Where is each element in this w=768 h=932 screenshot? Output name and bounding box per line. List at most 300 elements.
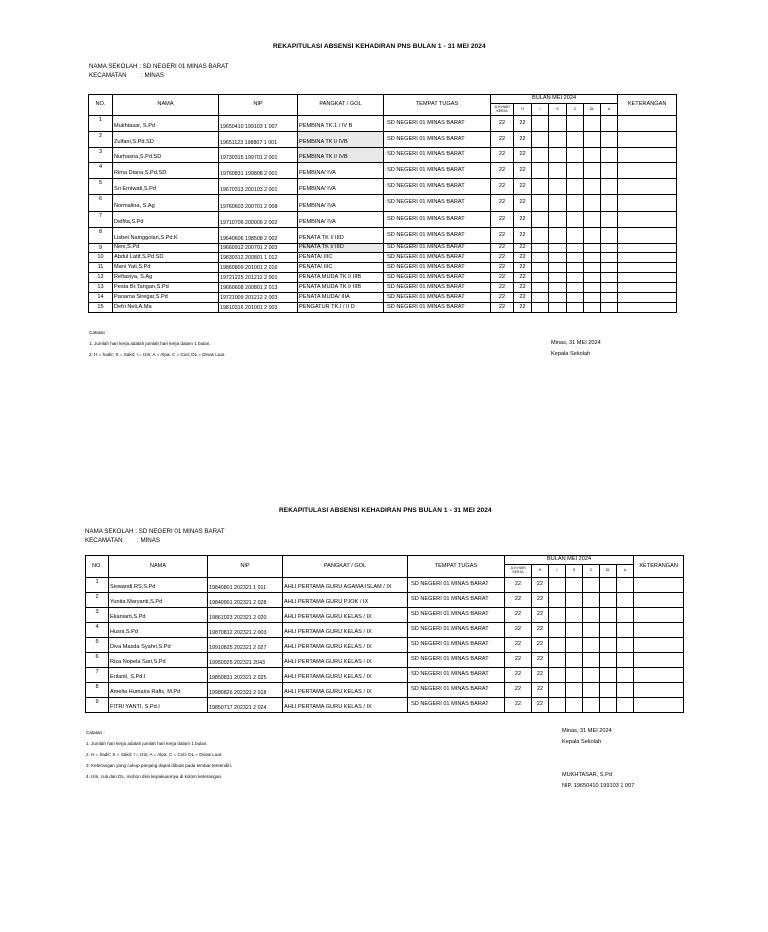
row-izin	[549, 608, 566, 623]
row-nip: 19760831 199808 2 001	[219, 163, 298, 179]
row-sakit	[549, 283, 567, 293]
row-no: 6	[89, 195, 113, 212]
row-no: 2	[86, 593, 109, 608]
row-nama: Siswandi.RS,S.Pd	[109, 578, 208, 593]
row-jml-hari: 22	[505, 608, 532, 623]
row-nip: 19810316 201001 2 003	[219, 303, 298, 313]
header-keterangan: KETERANGAN	[634, 556, 684, 578]
header-pangkat: PANGKAT / GOL	[298, 95, 384, 116]
table-body	[86, 578, 684, 713]
notes-heading: Catatan :	[89, 330, 108, 335]
school-name: NAMA SEKOLAH : SD NEGERI 01 MINAS BARAT	[85, 528, 225, 535]
place-date: Minas, 31 MEI 2024	[562, 728, 612, 734]
table-row	[89, 116, 677, 132]
row-izin	[549, 638, 566, 653]
table-row	[89, 244, 677, 253]
row-alpa	[617, 578, 634, 593]
row-nip: 19710706 200009 2 002	[219, 212, 298, 228]
row-hadir: 22	[514, 244, 532, 253]
row-nama: Pesta Br.Tarigan,S.Pd	[113, 283, 219, 293]
table-row	[89, 148, 677, 163]
row-dl	[584, 163, 601, 179]
row-hadir: 22	[514, 228, 532, 244]
row-alpa	[601, 132, 618, 148]
header-nip: NIP	[208, 556, 283, 578]
row-no: 13	[89, 283, 113, 293]
row-alpa	[601, 148, 618, 163]
row-cuti	[567, 212, 584, 228]
row-cuti	[583, 608, 600, 623]
row-hadir: 22	[514, 263, 532, 273]
row-cuti	[583, 668, 600, 683]
row-cuti	[567, 273, 584, 283]
row-cuti	[583, 653, 600, 668]
note-item: 4. Izin, cuti dan DL, mohon diisi kepakuannya di kolom keterangan.	[86, 774, 223, 779]
row-alpa	[617, 683, 634, 698]
row-tempat: SD NEGERI 01 MINAS BARAT	[384, 195, 491, 212]
table-row	[86, 683, 684, 698]
notes-block	[89, 327, 225, 360]
row-cuti	[567, 253, 584, 263]
school-name: NAMA SEKOLAH : SD NEGERI 01 MINAS BARAT	[89, 63, 229, 70]
row-dl	[584, 148, 601, 163]
table-row	[89, 228, 677, 244]
signer-nip: NIP. 19650410 199103 1 007	[562, 783, 635, 789]
row-nip: 19840901 202321 2 028	[208, 593, 283, 608]
row-cuti	[567, 244, 584, 253]
row-dl	[584, 228, 601, 244]
row-nip: 19730315 199701 2 001	[219, 148, 298, 163]
table-row	[89, 163, 677, 179]
row-sakit	[566, 623, 583, 638]
row-pangkat: PEMBINA TK I/ IVB	[298, 148, 384, 163]
row-keterangan	[634, 638, 684, 653]
header-row	[86, 556, 684, 565]
row-nip: 19640606 198508 2 002	[219, 228, 298, 244]
header-bulan: BULAN MEI 2024	[505, 556, 634, 565]
row-nama: Lisbet Nainggolan,S.Pd.K	[113, 228, 219, 244]
header-c: C	[583, 565, 600, 578]
row-dl	[584, 253, 601, 263]
row-hadir: 22	[514, 303, 532, 313]
row-hadir: 22	[532, 683, 549, 698]
row-nip: 19980826 202321 2 018	[208, 683, 283, 698]
row-tempat: SD NEGERI 01 MINAS BARAT	[408, 623, 505, 638]
row-nama: Zulfani,S.Pd.SD	[113, 132, 219, 148]
row-jml-hari: 22	[491, 283, 514, 293]
row-hadir: 22	[514, 253, 532, 263]
row-pangkat: PEMBINA TK I/ IVB	[298, 132, 384, 148]
row-jml-hari: 22	[491, 163, 514, 179]
header-a: A	[601, 104, 618, 116]
row-alpa	[601, 293, 618, 303]
row-hadir: 22	[514, 148, 532, 163]
row-hadir: 22	[532, 638, 549, 653]
kecamatan-line	[85, 537, 160, 544]
row-hadir: 22	[514, 179, 532, 195]
row-izin	[549, 698, 566, 713]
row-tempat: SD NEGERI 01 MINAS BARAT	[408, 593, 505, 608]
row-hadir: 22	[532, 668, 549, 683]
row-sakit	[549, 116, 567, 132]
row-nama: Sri Erniwati,S.Pd	[113, 179, 219, 195]
row-pangkat: PENATA TK I/ IIID	[298, 244, 384, 253]
row-dl	[600, 578, 617, 593]
row-izin	[532, 253, 549, 263]
row-keterangan	[618, 253, 677, 263]
header-dl: DL	[584, 104, 601, 116]
row-pangkat: PENATA TK I/ IIID	[298, 228, 384, 244]
row-nip: 19760603 200701 2 008	[219, 195, 298, 212]
place-date: Minas, 31 MEI 2024	[551, 340, 601, 346]
row-keterangan	[618, 293, 677, 303]
row-keterangan	[618, 263, 677, 273]
row-no: 1	[86, 578, 109, 593]
row-keterangan	[618, 132, 677, 148]
table-row	[89, 195, 677, 212]
row-sakit	[549, 132, 567, 148]
header-row	[89, 95, 677, 104]
row-cuti	[567, 263, 584, 273]
table-row	[89, 263, 677, 273]
row-pangkat: AHLI PERTAMA GURU KELAS / IX	[283, 638, 408, 653]
table-row	[89, 253, 677, 263]
row-izin	[532, 283, 549, 293]
row-pangkat: PENATA/ IIIC	[298, 253, 384, 263]
row-cuti	[567, 148, 584, 163]
row-nip: 19860809 201001 2 016	[219, 263, 298, 273]
header-jml-hari: JLH HARI KERJA	[491, 104, 514, 116]
row-nama: Nurhasna,S.Pd.SD	[113, 148, 219, 163]
row-jml-hari: 22	[505, 593, 532, 608]
row-tempat: SD NEGERI 01 MINAS BARAT	[408, 668, 505, 683]
row-keterangan	[634, 593, 684, 608]
note-item: 1. Jumlah hari kerja adalah jumlah hari kerja dalam 1 bulan.	[89, 341, 211, 346]
table-row	[86, 638, 684, 653]
row-pangkat: PEMBINA/ IVA	[298, 212, 384, 228]
table-row	[89, 283, 677, 293]
row-pangkat: AHLI PERTAMA GURU KELAS / IX	[283, 698, 408, 713]
table-row	[89, 293, 677, 303]
header-s: S	[566, 565, 583, 578]
row-tempat: SD NEGERI 01 MINAS BARAT	[384, 148, 491, 163]
row-nama: Abdul Latif,S.Pd.SD	[113, 253, 219, 263]
header-tempat: TEMPAT TUGAS	[384, 95, 491, 116]
row-sakit	[549, 273, 567, 283]
row-cuti	[583, 698, 600, 713]
row-cuti	[567, 163, 584, 179]
row-alpa	[601, 253, 618, 263]
table-row	[89, 212, 677, 228]
note-item: 3. Keterangan yang cukup panjang dapat dibuat pada lembar tersendiri.	[86, 763, 233, 768]
sign-role: Kepala Sekolah	[562, 739, 602, 745]
row-jml-hari: 22	[505, 653, 532, 668]
row-izin	[532, 132, 549, 148]
row-jml-hari: 22	[491, 179, 514, 195]
row-pangkat: AHLI PERTAMA GURU KELAS / IX	[283, 683, 408, 698]
row-cuti	[583, 593, 600, 608]
row-keterangan	[634, 578, 684, 593]
row-izin	[549, 623, 566, 638]
row-alpa	[617, 653, 634, 668]
row-alpa	[601, 179, 618, 195]
row-cuti	[567, 303, 584, 313]
row-izin	[532, 228, 549, 244]
row-keterangan	[618, 228, 677, 244]
row-izin	[549, 683, 566, 698]
row-tempat: SD NEGERI 01 MINAS BARAT	[384, 212, 491, 228]
row-nip: 19830312 200801 1 012	[219, 253, 298, 263]
row-dl	[600, 608, 617, 623]
row-izin	[532, 212, 549, 228]
row-tempat: SD NEGERI 01 MINAS BARAT	[384, 179, 491, 195]
table-row	[89, 273, 677, 283]
row-hadir: 22	[532, 593, 549, 608]
row-nama: FITRI YANTI, S.Pd.I	[109, 698, 208, 713]
kecamatan-value: : MINAS	[141, 72, 165, 79]
row-sakit	[549, 228, 567, 244]
row-nip: 19910825 202321 2 027	[208, 638, 283, 653]
row-dl	[584, 263, 601, 273]
row-jml-hari: 22	[491, 212, 514, 228]
row-alpa	[601, 163, 618, 179]
row-pangkat: PENATA/ IIIC	[298, 263, 384, 273]
row-nip: 19840801 202321 1 011	[208, 578, 283, 593]
row-sakit	[566, 608, 583, 623]
row-keterangan	[634, 608, 684, 623]
header-h: H	[532, 565, 549, 578]
row-nama: Mukhtasar, S.Pd	[113, 116, 219, 132]
table-row	[86, 668, 684, 683]
row-sakit	[566, 653, 583, 668]
row-hadir: 22	[514, 212, 532, 228]
row-nip: 19660912 200701 2 003	[219, 244, 298, 253]
header-dl: DL	[600, 565, 617, 578]
row-izin	[532, 303, 549, 313]
table-row	[86, 608, 684, 623]
row-tempat: SD NEGERI 01 MINAS BARAT	[408, 638, 505, 653]
row-jml-hari: 22	[505, 698, 532, 713]
row-hadir: 22	[514, 293, 532, 303]
row-pangkat: AHLI PERTAMA GURU AGAMA ISLAM / IX	[283, 578, 408, 593]
header-no: NO.	[86, 556, 109, 578]
row-no: 14	[89, 293, 113, 303]
row-pangkat: AHLI PERTAMA GURU KELAS / IX	[283, 653, 408, 668]
attendance-table	[85, 555, 684, 713]
report-title: REKAPITULASI ABSENSI KEHADIRAN PNS BULAN 1 - 31 MEI 2024	[273, 43, 486, 50]
row-alpa	[617, 623, 634, 638]
row-no: 2	[89, 132, 113, 148]
row-nama: Amelia Humaira Rafis, M.Pd	[109, 683, 208, 698]
row-tempat: SD NEGERI 01 MINAS BARAT	[408, 608, 505, 623]
header-no: NO.	[89, 95, 113, 116]
row-nama: Neni,S.Pd	[113, 244, 219, 253]
row-izin	[532, 273, 549, 283]
row-hadir: 22	[514, 195, 532, 212]
row-dl	[584, 212, 601, 228]
row-sakit	[566, 578, 583, 593]
note-item: 2. H = hadir; S = Sakit; I = Izin; A = Alpa; C = Cuti; DL = Dinas Luar.	[89, 352, 226, 357]
row-nip: 19651123 198807 1 001	[219, 132, 298, 148]
row-pangkat: AHLI PERTAMA GURU PJOK / IX	[283, 593, 408, 608]
table-row	[86, 593, 684, 608]
row-nip: 19721009 201212 2 003	[219, 293, 298, 303]
row-jml-hari: 22	[491, 273, 514, 283]
row-nama: Husni,S.Pd	[109, 623, 208, 638]
row-keterangan	[618, 244, 677, 253]
row-tempat: SD NEGERI 01 MINAS BARAT	[408, 698, 505, 713]
row-dl	[584, 195, 601, 212]
row-no: 3	[86, 608, 109, 623]
row-jml-hari: 22	[491, 244, 514, 253]
row-pangkat: AHLI PERTAMA GURU KELAS / IX	[283, 623, 408, 638]
row-dl	[584, 116, 601, 132]
row-alpa	[601, 116, 618, 132]
row-nip: 19660608 200801 2 013	[219, 283, 298, 293]
row-pangkat: PEMBINA/ IVA	[298, 163, 384, 179]
row-sakit	[549, 293, 567, 303]
row-izin	[532, 195, 549, 212]
row-tempat: SD NEGERI 01 MINAS BARAT	[384, 273, 491, 283]
row-izin	[532, 244, 549, 253]
row-sakit	[549, 179, 567, 195]
row-jml-hari: 22	[491, 303, 514, 313]
row-izin	[532, 263, 549, 273]
row-sakit	[549, 253, 567, 263]
header-keterangan: KETERANGAN	[618, 95, 677, 116]
row-sakit	[549, 163, 567, 179]
row-keterangan	[634, 653, 684, 668]
row-pangkat: PEMBINA TK.1 / IV B	[298, 116, 384, 132]
row-jml-hari: 22	[505, 578, 532, 593]
kecamatan-line	[89, 72, 164, 79]
row-jml-hari: 22	[491, 116, 514, 132]
row-nama: Riza Nopela Sari,S.Pd	[109, 653, 208, 668]
row-pangkat: AHLI PERTAMA GURU KELAS / IX	[283, 668, 408, 683]
table-row	[89, 179, 677, 195]
row-tempat: SD NEGERI 01 MINAS BARAT	[384, 303, 491, 313]
notes-block	[86, 727, 232, 782]
row-sakit	[566, 638, 583, 653]
row-jml-hari: 22	[505, 668, 532, 683]
signature-block	[551, 338, 601, 360]
row-nama: Rima Diana,S.Pd.SD	[113, 163, 219, 179]
row-pangkat: PENATA MUDA TK I/ IIIB	[298, 273, 384, 283]
row-alpa	[601, 283, 618, 293]
row-cuti	[567, 179, 584, 195]
header-pangkat: PANGKAT / GOL	[283, 556, 408, 578]
row-jml-hari: 22	[491, 195, 514, 212]
row-no: 9	[89, 244, 113, 253]
row-keterangan	[634, 623, 684, 638]
header-s: S	[549, 104, 567, 116]
row-nama: Defri Neli,A.Ma	[113, 303, 219, 313]
row-alpa	[601, 228, 618, 244]
row-tempat: SD NEGERI 01 MINAS BARAT	[384, 116, 491, 132]
note-item: 1. Jumlah hari kerja adalah jumlah hari kerja dalam 1 bulan.	[86, 741, 208, 746]
row-jml-hari: 22	[491, 228, 514, 244]
row-dl	[600, 698, 617, 713]
row-jml-hari: 22	[505, 623, 532, 638]
row-dl	[600, 668, 617, 683]
row-no: 5	[89, 179, 113, 195]
row-nama: Ekaniarti,S.Pd	[109, 608, 208, 623]
row-no: 7	[89, 212, 113, 228]
row-jml-hari: 22	[491, 132, 514, 148]
row-sakit	[566, 593, 583, 608]
row-dl	[584, 303, 601, 313]
signer-block	[562, 770, 634, 792]
sign-role: Kepala Sekolah	[551, 351, 591, 357]
kecamatan-label: KECAMATAN	[85, 537, 123, 544]
row-tempat: SD NEGERI 01 MINAS BARAT	[408, 653, 505, 668]
row-pangkat: PENATA MUDA TK I/ IIIB	[298, 283, 384, 293]
row-hadir: 22	[514, 273, 532, 283]
row-no: 4	[89, 163, 113, 179]
row-sakit	[549, 303, 567, 313]
report-title: REKAPITULASI ABSENSI KEHADIRAN PNS BULAN 1 - 31 MEI 2024	[279, 507, 492, 514]
row-keterangan	[634, 698, 684, 713]
row-hadir: 22	[532, 698, 549, 713]
header-jml-hari: JLH HARI KERJA	[505, 565, 532, 578]
row-alpa	[601, 273, 618, 283]
header-nip: NIP	[219, 95, 298, 116]
row-alpa	[601, 303, 618, 313]
row-tempat: SD NEGERI 01 MINAS BARAT	[384, 228, 491, 244]
row-dl	[584, 293, 601, 303]
row-no: 1	[89, 116, 113, 132]
row-nama: Normalina, S.Ag	[113, 195, 219, 212]
row-hadir: 22	[514, 163, 532, 179]
row-jml-hari: 22	[491, 253, 514, 263]
note-item: 2. H = hadir; S = Sakit; I = Izin; A = Alpa; C = Cuti; DL = Dinas Luar.	[86, 752, 223, 757]
row-izin	[532, 179, 549, 195]
row-nama: Panama Siregar,S.Pd	[113, 293, 219, 303]
row-tempat: SD NEGERI 01 MINAS BARAT	[408, 578, 505, 593]
header-h: H	[514, 104, 532, 116]
row-tempat: SD NEGERI 01 MINAS BARAT	[384, 163, 491, 179]
table-row	[86, 653, 684, 668]
row-alpa	[601, 212, 618, 228]
header-nama: NAMA	[113, 95, 219, 116]
table-row	[89, 303, 677, 313]
header-i: I	[532, 104, 549, 116]
header-tempat: TEMPAT TUGAS	[408, 556, 505, 578]
signer-name: MUKHTASAR, S.Pd	[562, 772, 612, 778]
row-dl	[584, 283, 601, 293]
row-pangkat: PEMBINA/ IVA	[298, 179, 384, 195]
row-nip: 19850831 202321 2 025	[208, 668, 283, 683]
row-keterangan	[618, 303, 677, 313]
row-jml-hari: 22	[505, 683, 532, 698]
row-cuti	[567, 132, 584, 148]
row-nip: 19861023 202321 2 020	[208, 608, 283, 623]
row-no: 11	[89, 263, 113, 273]
row-izin	[549, 653, 566, 668]
row-nip: 19721225 201212 2 001	[219, 273, 298, 283]
row-nip: 19870812 202321 2 003	[208, 623, 283, 638]
row-izin	[549, 668, 566, 683]
row-cuti	[583, 638, 600, 653]
row-pangkat: AHLI PERTAMA GURU KELAS / IX	[283, 608, 408, 623]
row-keterangan	[618, 163, 677, 179]
table-row	[89, 132, 677, 148]
row-cuti	[567, 293, 584, 303]
row-nip: 19950925 202321 2043	[208, 653, 283, 668]
row-sakit	[549, 212, 567, 228]
row-nama: Yunita Maryanti,S.Pd	[109, 593, 208, 608]
header-bulan: BULAN MEI 2024	[491, 95, 618, 104]
